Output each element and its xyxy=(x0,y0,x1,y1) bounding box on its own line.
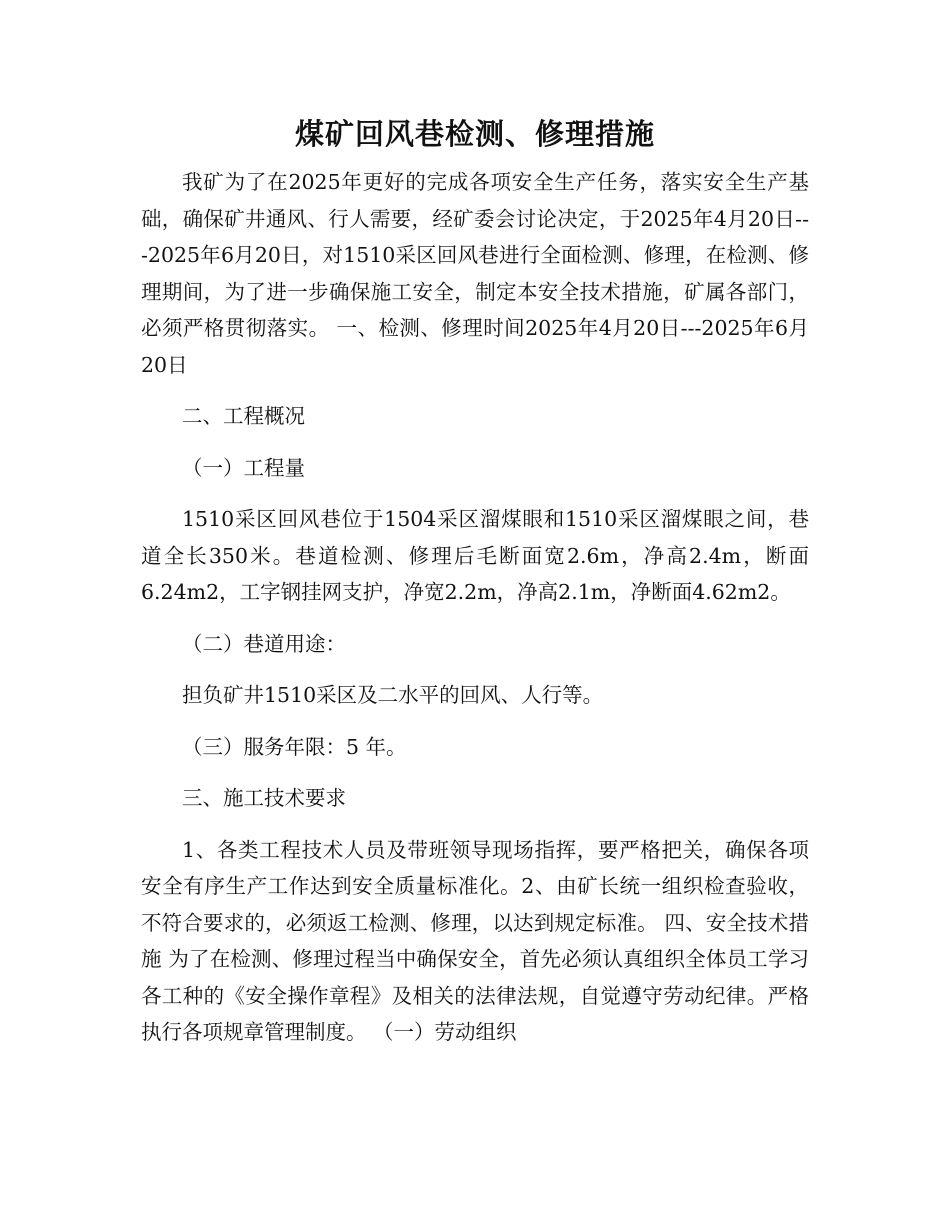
paragraph-roadway-usage: 担负矿井1510采区及二水平的回风、人行等。 xyxy=(182,683,604,707)
section-heading-technical-requirements: 三、施工技术要求 xyxy=(182,786,346,810)
paragraph-workload-details: 1510采区回风巷位于1504采区溜煤眼和1510采区溜煤眼之间，巷道全长350米。巷道检测、修理后毛断面宽2.6m，净高2.4m，断面6.24m2，工字钢挂网支护，净宽2.2m，净高2.1m，净断面4.62m2。 xyxy=(141,507,809,604)
subheading-roadway-usage: （二）巷道用途： xyxy=(182,631,346,656)
section-heading-project-overview: 二、工程概况 xyxy=(182,404,305,428)
document-body xyxy=(141,164,809,1051)
document-title: 煤矿回风巷检测、修理措施 xyxy=(294,117,655,151)
paragraph-technical-requirements: 1、各类工程技术人员及带班领导现场指挥，要严格把关，确保各项安全有序生产工作达到安全质量标准化。2、由矿长统一组织检查验收，不符合要求的，必须返工检测、修理，以达到规定标准。 四、安全技术措施 为了在检测、修理过程当中确保安全，首先必须认真组织全体员工学习各工种的《安全操作章程》及相关的法律法规，自觉遵守劳动纪律。严格执行各项规章管理制度。 （一）劳动组织 xyxy=(141,837,809,1044)
subheading-workload: （一）工程量 xyxy=(182,455,305,480)
paragraph-intro: 我矿为了在2025年更好的完成各项安全生产任务，落实安全生产基础，确保矿井通风、行人需要，经矿委会讨论决定，于2025年4月20日---2025年6月20日，对1510采区回风巷进行全面检测、修理，在检测、修理期间，为了进一步确保施工安全，制定本安全技术措施，矿属各部门，必须严格贯彻落实。 一、检测、修理时间2025年4月20日---2025年6月20日 xyxy=(141,170,809,377)
subheading-service-life: （三）服务年限：5 年。 xyxy=(182,734,407,759)
